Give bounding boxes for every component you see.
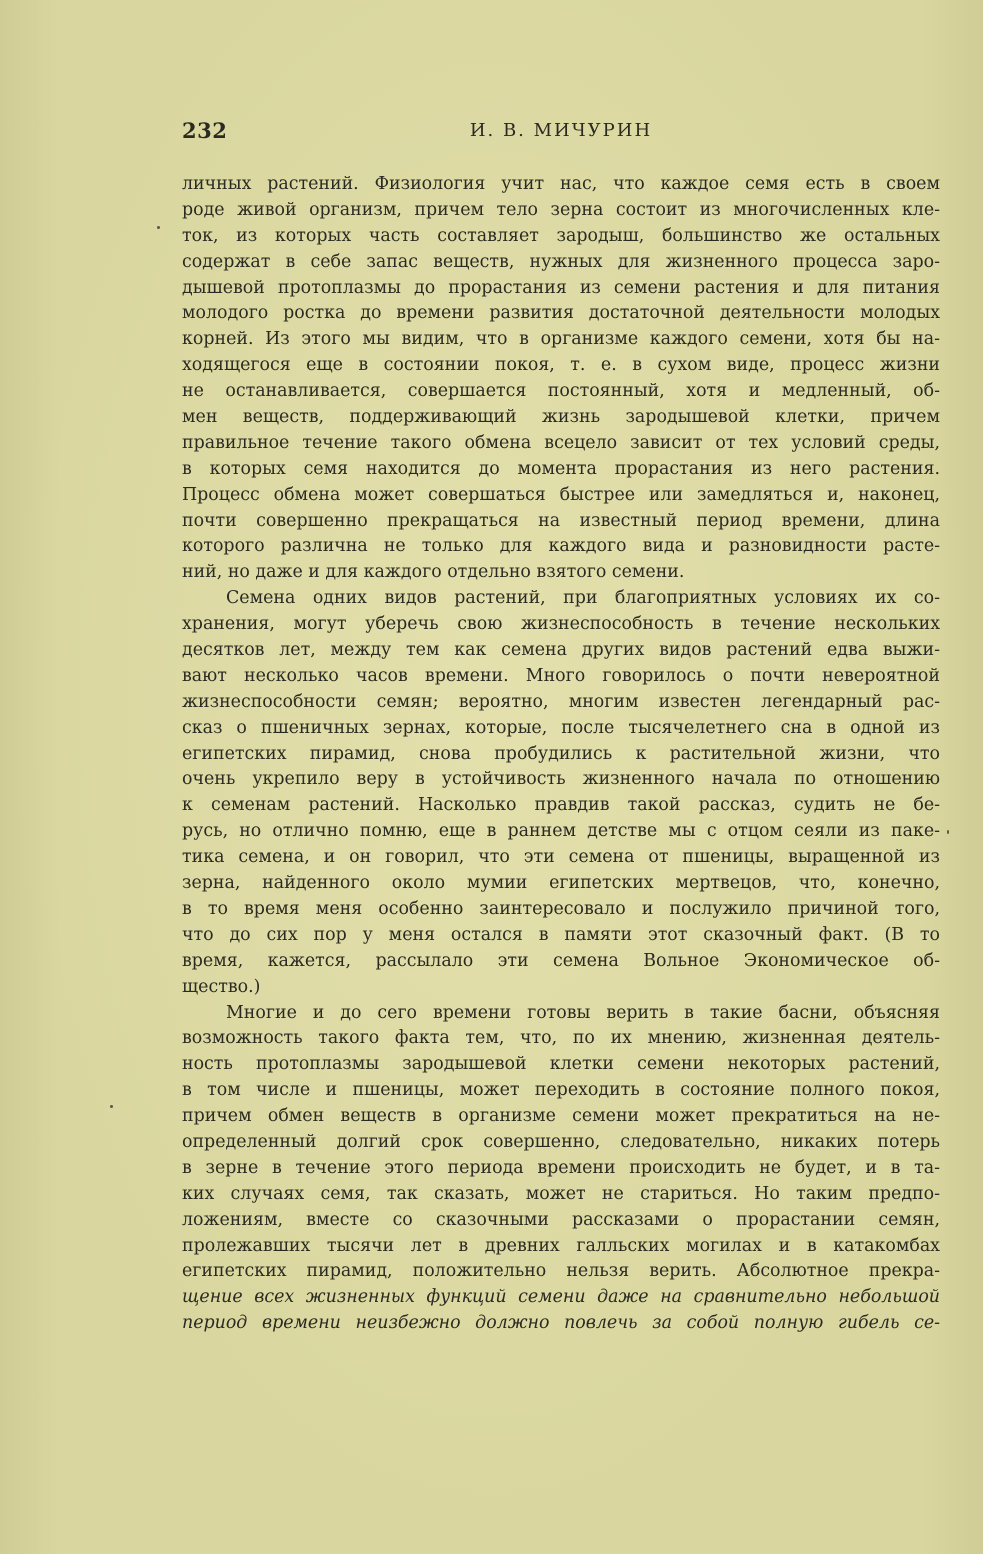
text-line: не останавливается, совершается постоянный, хотя и медленный, об- (182, 381, 940, 402)
text-line: ность протоплазмы зародышевой клетки семени некоторых растений, (182, 1054, 940, 1075)
text-line: определенный долгий срок совершенно, следовательно, никаких потерь (182, 1131, 940, 1152)
text-line: русь, но отлично помню, еще в раннем детстве мы с отцом сеяли из паке- (182, 821, 940, 842)
text-line: Процесс обмена может совершаться быстрее или замедляться и, наконец, (182, 484, 940, 505)
text-line: хранения, могут уберечь свою жизнеспособность в течение нескольких (182, 614, 940, 635)
text-line: вают несколько часов времени. Много говорилось о почти невероятной (182, 665, 940, 686)
text-line: время, кажется, рассылало эти семена Вольное Экономическое об- (182, 950, 940, 971)
text-line: ложениям, вместе со сказочными рассказами о прорастании семян, (182, 1209, 940, 1230)
paper-speck (947, 830, 949, 834)
text-line: ходящегося еще в состоянии покоя, т. е. в сухом виде, процесс жизни (182, 355, 940, 376)
text-line: зерна, найденного около мумии египетских мертвецов, что, конечно, (182, 873, 940, 894)
text-line: Многие и до сего времени готовы верить в такие басни, объясняя (226, 1002, 940, 1023)
running-title: И. В. МИЧУРИН (469, 120, 653, 141)
text-line: десятков лет, между тем как семена других видов растений едва выжи- (182, 640, 940, 661)
text-line: сказ о пшеничных зернах, которые, после тысячелетнего сна в одной из (182, 717, 940, 738)
paper-speck (157, 226, 160, 229)
text-line: ток, из которых часть составляет зародыш, большинство же остальных (182, 225, 940, 246)
text-line-italic: щение всех жизненных функций семени даже на сравнительно небольшой (182, 1287, 940, 1308)
text-line: в которых семя находится до момента прорастания из него растения. (182, 458, 940, 479)
text-line: возможность такого факта тем, что, по их мнению, жизненная деятель- (182, 1028, 940, 1049)
text-line: дышевой протоплазмы до прорастания из семени растения и для питания (182, 277, 940, 298)
body-text (182, 172, 940, 1337)
text-line: которого различна не только для каждого вида и разновидности расте- (182, 536, 940, 557)
text-line: очень укрепило веру в устойчивость жизненного начала по отношению (182, 769, 940, 790)
text-line: роде живой организм, причем тело зерна состоит из многочисленных кле- (182, 199, 940, 220)
text-line: к семенам растений. Насколько правдив такой рассказ, судить не бе- (182, 795, 940, 816)
text-line: ких случаях семя, так сказать, может не стариться. Но таким предпо- (182, 1183, 940, 1204)
text-line: мен веществ, поддерживающий жизнь зародышевой клетки, причем (182, 407, 940, 428)
text-line: в то время меня особенно заинтересовало и послужило причиной того, (182, 898, 940, 919)
page-number: 232 (182, 118, 228, 143)
page-header (182, 118, 940, 150)
text-line: правильное течение такого обмена всецело зависит от тех условий среды, (182, 432, 940, 453)
text-line: египетских пирамид, снова пробудились к растительной жизни, что (182, 743, 940, 764)
text-line: корней. Из этого мы видим, что в организме каждого семени, хотя бы на- (182, 329, 940, 350)
text-line: личных растений. Физиология учит нас, что каждое семя есть в своем (182, 174, 940, 194)
text-line: в том числе и пшеницы, может переходить в состояние полного покоя, (182, 1080, 940, 1101)
text-line: щество.) (182, 976, 261, 997)
text-line: тика семена, и он говорил, что эти семена от пшеницы, выращенной из (182, 847, 940, 868)
text-line: содержат в себе запас веществ, нужных для жизненного процесса заро- (182, 251, 940, 272)
text-line-italic: период времени неизбежно должно повлечь за собой полную гибель се- (182, 1313, 940, 1334)
text-line: пролежавших тысячи лет в древних галльских могилах и в катакомбах (182, 1235, 940, 1256)
text-line: Семена одних видов растений, при благоприятных условиях их со- (226, 588, 940, 609)
text-line: причем обмен веществ в организме семени может прекратиться на не- (182, 1106, 940, 1127)
paper-speck (110, 1105, 113, 1108)
text-line: жизнеспособности семян; вероятно, многим известен легендарный рас- (182, 691, 940, 712)
text-line: почти совершенно прекращаться на известный период времени, длина (182, 510, 940, 531)
text-line: в зерне в течение этого периода времени происходить не будет, и в та- (182, 1157, 940, 1178)
text-line: египетских пирамид, положительно нельзя верить. Абсолютное прекра- (182, 1261, 940, 1282)
text-line: что до сих пор у меня остался в памяти этот сказочный факт. (В то (182, 924, 940, 945)
text-line: ний, но даже и для каждого отдельно взятого семени. (182, 562, 685, 583)
text-line: молодого ростка до времени развития достаточной деятельности молодых (182, 303, 940, 324)
